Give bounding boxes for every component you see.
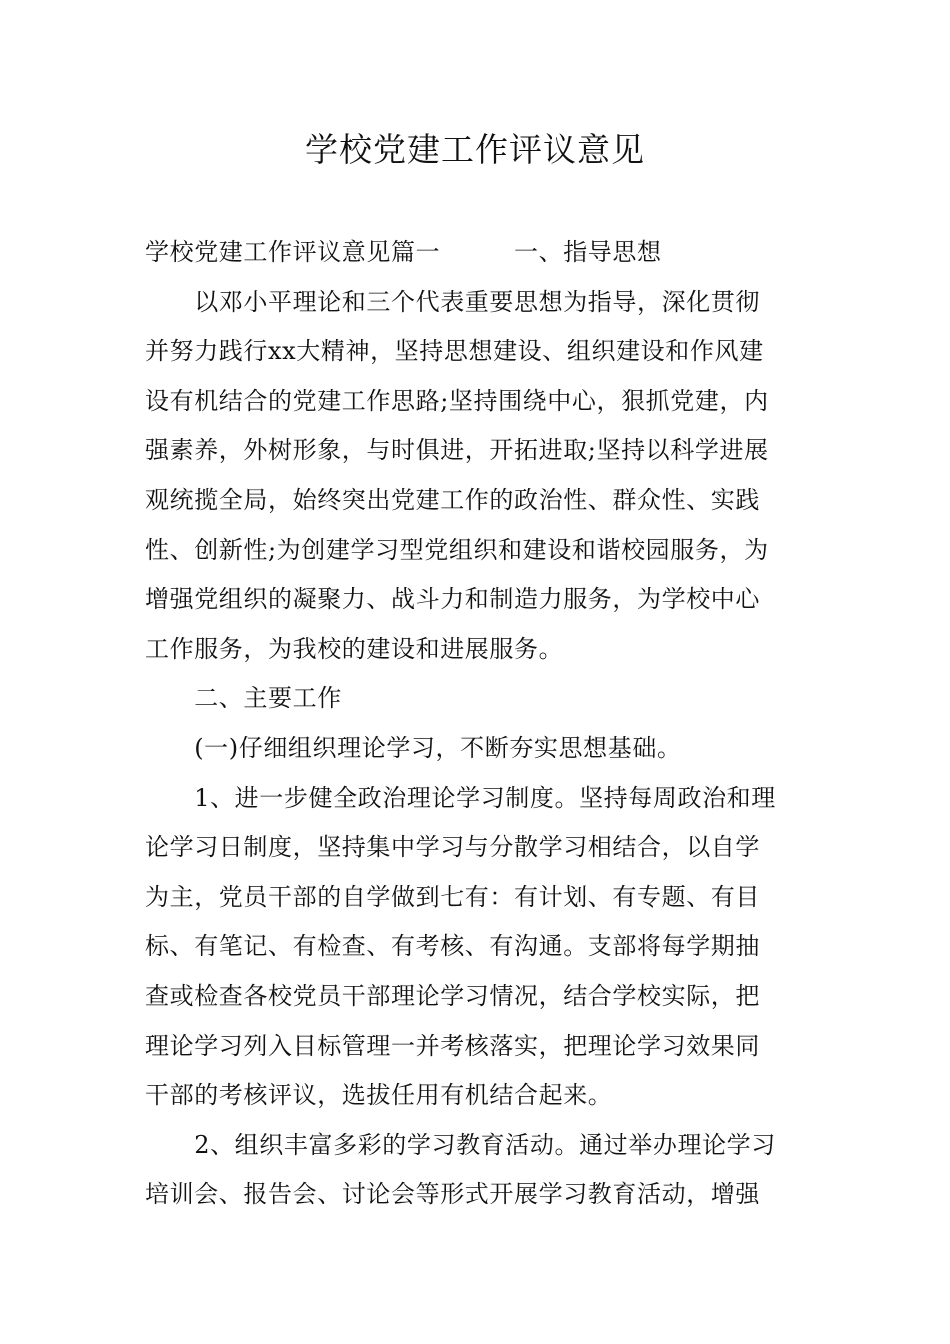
text-line: 强素养，外树形象，与时俱进，开拓进取;坚持以科学进展 <box>145 436 769 465</box>
text-line: 查或检查各校党员干部理论学习情况，结合学校实际，把 <box>145 981 760 1010</box>
document-body <box>145 228 807 1220</box>
text-line: 2、组织丰富多彩的学习教育活动。通过举办理论学习 <box>145 1130 776 1159</box>
text-line: 设有机结合的党建工作思路;坚持围绕中心，狠抓党建，内 <box>145 386 769 415</box>
text-line: 培训会、报告会、讨论会等形式开展学习教育活动，增强 <box>145 1180 760 1209</box>
text-line: 二、主要工作 <box>145 684 342 713</box>
text-line: 性、创新性;为创建学习型党组织和建设和谐校园服务，为 <box>145 535 769 564</box>
text-line: 理论学习列入目标管理一并考核落实，把理论学习效果同 <box>145 1031 760 1060</box>
text-line: (一)仔细组织理论学习，不断夯实思想基础。 <box>145 733 682 762</box>
text-line: 增强党组织的凝聚力、战斗力和制造力服务，为学校中心 <box>145 585 760 614</box>
text-line: 干部的考核评议，选拔任用有机结合起来。 <box>145 1081 613 1110</box>
document-title: 学校党建工作评议意见 <box>305 130 645 169</box>
text-line: 为主，党员干部的自学做到七有：有计划、有专题、有目 <box>145 882 760 911</box>
text-line: 论学习日制度，坚持集中学习与分散学习相结合，以自学 <box>145 833 760 862</box>
text-line: 标、有笔记、有检查、有考核、有沟通。支部将每学期抽 <box>145 932 760 961</box>
text-line: 观统揽全局，始终突出党建工作的政治性、群众性、实践 <box>145 485 760 514</box>
text-line: 学校党建工作评议意见篇一 一、指导思想 <box>145 238 662 266</box>
text-line: 1、进一步健全政治理论学习制度。坚持每周政治和理 <box>145 783 776 812</box>
text-line: 工作服务，为我校的建设和进展服务。 <box>145 634 564 663</box>
text-line: 以邓小平理论和三个代表重要思想为指导，深化贯彻 <box>145 287 760 316</box>
text-line: 并努力践行xx大精神，坚持思想建设、组织建设和作风建 <box>145 337 764 366</box>
